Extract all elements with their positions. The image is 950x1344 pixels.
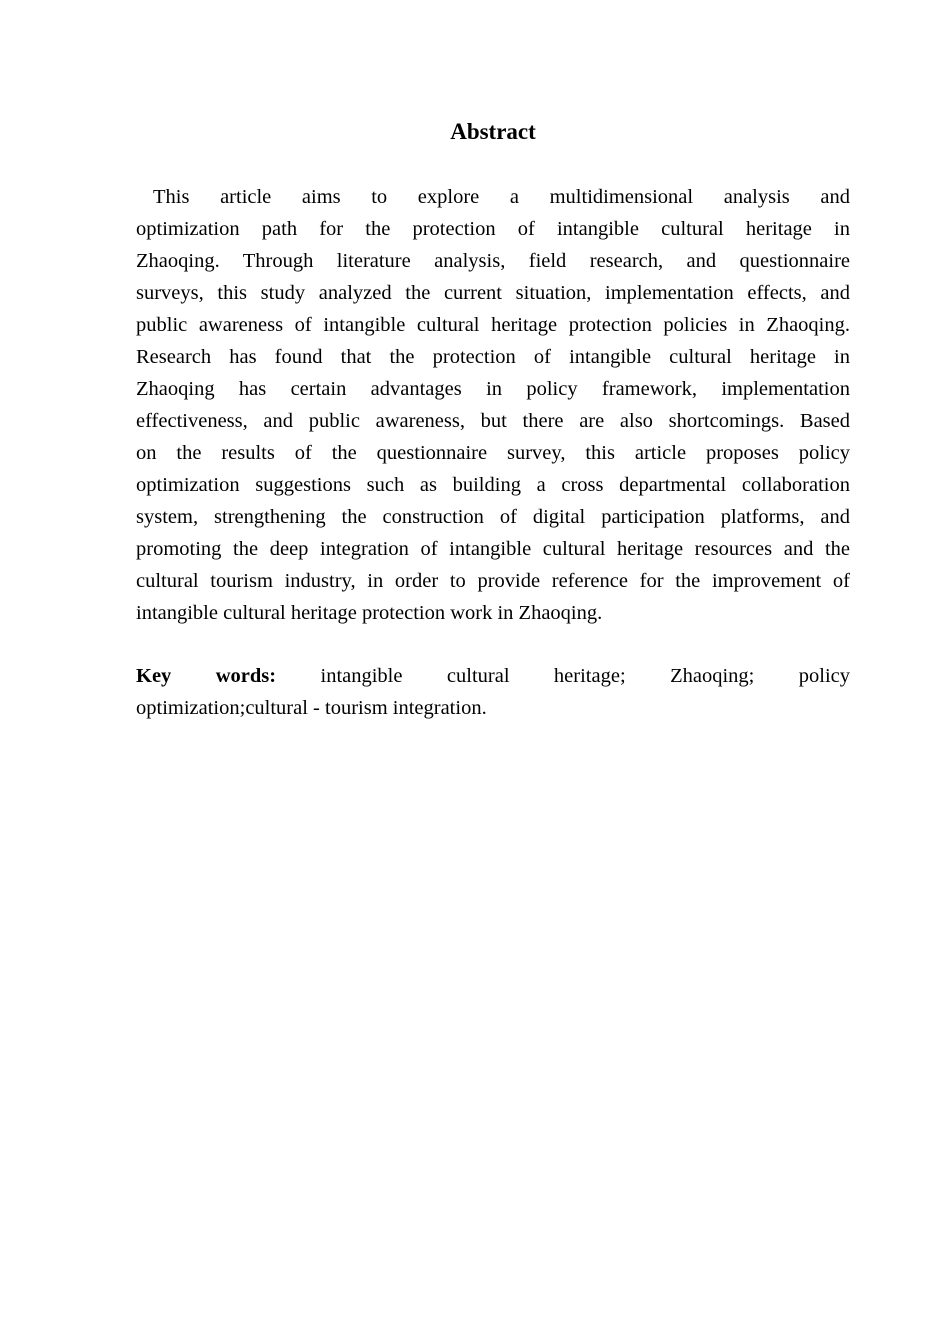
- abstract-line: Zhaoqing has certain advantages in policy framework, implementation: [136, 378, 850, 400]
- abstract-line: surveys, this study analyzed the current situation, implementation effects, and: [136, 282, 850, 304]
- keywords-label: Key words:: [136, 665, 277, 687]
- abstract-line: Research has found that the protection of intangible cultural heritage in: [136, 346, 850, 368]
- abstract-line: cultural tourism industry, in order to provide reference for the improvement of: [136, 570, 850, 592]
- abstract-line: public awareness of intangible cultural heritage protection policies in Zhaoqing.: [136, 314, 850, 336]
- keywords-text: intangible cultural heritage; Zhaoqing; policy: [320, 665, 850, 687]
- abstract-line: This article aims to explore a multidimensional analysis and: [153, 186, 850, 208]
- abstract-line: intangible cultural heritage protection work in Zhaoqing.: [136, 602, 603, 624]
- keywords-section: [136, 660, 850, 724]
- abstract-line: promoting the deep integration of intangible cultural heritage resources and the: [136, 538, 850, 560]
- abstract-line: effectiveness, and public awareness, but there are also shortcomings. Based: [136, 410, 850, 432]
- abstract-line: on the results of the questionnaire survey, this article proposes policy: [136, 442, 850, 464]
- abstract-body: [136, 181, 850, 629]
- abstract-title: Abstract: [450, 119, 536, 144]
- abstract-line: Zhaoqing. Through literature analysis, field research, and questionnaire: [136, 250, 850, 272]
- abstract-line: optimization suggestions such as building a cross departmental collaboration: [136, 474, 850, 496]
- keywords-line: [136, 660, 850, 692]
- keywords-line: optimization;cultural - tourism integration.: [136, 697, 487, 719]
- abstract-line: system, strengthening the construction of digital participation platforms, and: [136, 506, 850, 528]
- abstract-line: optimization path for the protection of intangible cultural heritage in: [136, 218, 850, 240]
